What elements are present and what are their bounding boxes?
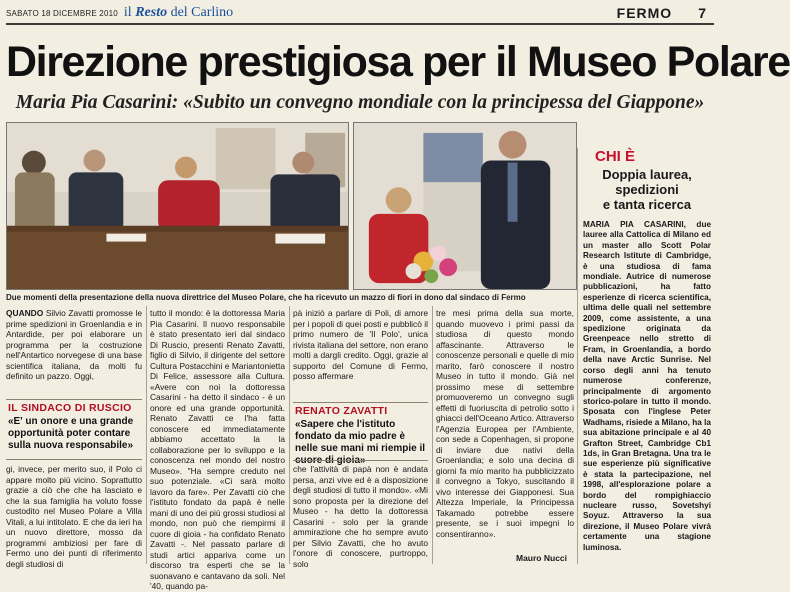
column-2-text: tutto il mondo: è la dottoressa Maria Pia Casarini. Il nuovo responsabile è stato presentato ieri dal sindaco Di Ruscio, presenti Renato Zavatti, figlio di Silvio, il dirigente del settore Cultura Postacchini e Mariantonietta Di Felice, assessore alla Cultura. «Avere con noi la dottoressa Casarini - ha detto il sindaco - è un onore ed una grande opportunità. Renato Zavatti ce l'ha fatta conoscere ed immediatamente abbiamo accettato la la collaborazione per lo sviluppo e la conoscenza nel mondo del nostro Museo». "Ha sempre creduto nel suo potenziale. «Ci sarà molto lavoro da fare». Per Zavatti ciò che l'istituto fondato da papà è nelle mani di uno dei più grossi studiosi al mondo, non può che riempirmi il cuore di gioia - ha confidato Renato Zavatti -. Nel passato parlare di studi artici appariva come un discorso tra esperti che se la suonavano e cantavano da soli. Nel '40, quando pa-	[150, 308, 285, 591]
subheading-mayor: IL SINDACO DI RUSCIO	[8, 402, 132, 414]
photo-flowers	[353, 122, 577, 290]
pull-quote-mayor: «E' un onore e una grande opportunità poter contare sulla nuova responsabile»	[8, 416, 134, 451]
lead-word: QUANDO	[6, 308, 44, 318]
sidebar-tag: CHI È	[595, 148, 636, 165]
column-divider	[289, 306, 290, 564]
newspaper-logo	[124, 5, 233, 21]
logo-prefix: il	[123, 5, 132, 20]
page-number: 7	[698, 5, 706, 21]
column-3-paragraph-2: che l'attività di papà non è andata persa, anzi vive ed è a disposizione degli studiosi di tutto il mondo». «Mi sono proposta per la direzione del Museo - ha detto la dottoressa Casarini - solo per la grande ammirazione che ho sempre avuto per Silvio Zavatti, che ho avuto l'onore di conoscere, purtroppo, solo	[293, 464, 428, 569]
column-4-text: tre mesi prima della sua morte, quando muovevo i primi passi da studiosa di questo mondo affascinante. Attraverso le conoscenze personali e quelle di mio marito, farò conoscere il nostro Museo in tutto il mondo. Già nel prossimo mese di settembre promuoveremo un convegno sugli effetti di fuoriuscita di petrolio sotto i ghiacci dell'Oceano Artico. Attraverso l'Agenzia Europea per l'Ambiente, con sede a Copenhagen, si propone di inviare due nativi della Groenlandia; e solo una decina di giorni fa mio marito ha pubblicizzato il convegno a Tokyo, suscitando il vivo interesse dei Giapponesi. Sua Altezza Imperiale, la Principessa Takamado potrebbe essere presente, se i suoi impegni lo consentiranno».	[436, 308, 574, 539]
column-divider	[577, 148, 578, 564]
rule	[293, 460, 428, 461]
logo-name: Resto	[135, 5, 168, 20]
column-divider	[432, 306, 433, 564]
rule	[293, 402, 428, 403]
profile-sidebar	[580, 148, 714, 568]
masthead	[6, 3, 714, 25]
issue-date: SABATO 18 DICEMBRE 2010	[6, 8, 118, 18]
subheading-zavatti: RENATO ZAVATTI	[295, 405, 388, 417]
sidebar-title-line: e tanta ricerca	[602, 197, 692, 212]
article-column-2	[150, 308, 285, 592]
photo-meeting-table	[6, 122, 349, 290]
rule	[6, 459, 142, 460]
article-column-3	[293, 308, 428, 382]
sidebar-title-line: Doppia laurea,	[602, 167, 692, 182]
column-1-opening	[6, 308, 142, 382]
subheadline: Maria Pia Casarini: «Subito un convegno mondiale con la principessa del Giappone»	[15, 92, 705, 113]
article-column-3-continued	[293, 464, 428, 569]
article-column-1-continued	[6, 464, 142, 569]
sidebar-body: MARIA PIA CASARINI, due lauree alla Cattolica di Milano ed un master allo Scott Polar Research Istitute di Cambridge, è una studiosa di fama mondiale. Autrice di numerose pubblicazioni, ha fatto esperienze di ricerca scientifica, ultima delle quali nel settembre 2009, come assistente, a una spedizione originata da Greenpeace nello stretto di Fram, in Groenlandia, a bordo della nave Arctic Sunrise. Nel corso degli anni ha tenuto numerose conferenze, principalmente di argomento storico-polare in tutto il mondo. Sposata con l'inglese Peter Wadhams, risiede a Milano, ha la sua abitazione principale e al 40 Grafton Street, Cambridge Cb1 1ds, in Gran Bretagna. Una tra le sue esperienze più significative è stata la partecipazione, nel 1998, all'esplorazione polare a bordo del rompighiaccio nucleare russo, Sovetshyi Soyuz. Attraverso la sua direzione, il Museo Polare vivrà certamente una stagione luminosa.	[583, 220, 711, 552]
author-signature: Mauro Nucci	[516, 553, 568, 563]
column-divider	[146, 306, 147, 564]
sidebar-title	[580, 167, 714, 212]
photo-caption: Due momenti della presentazione della nuova direttrice del Museo Polare, che ha ricevuto un mazzo di fiori in dono dal sindaco di Fermo	[6, 293, 526, 302]
article-column-4	[436, 308, 574, 539]
section-name: FERMO	[616, 5, 673, 21]
column-1-paragraph-1: Silvio Zavatti promosse le prime spedizioni in Groenlandia e in Antardide, per poi elaborare un programma per la costruzione nell'Antartico norvegese di una base scientifica italiana, da molti fu definito un pazzo. Oggi,	[6, 308, 142, 381]
pull-quote-zavatti: «Sapere che l'istituto fondato da mio padre è nelle sue mani mi riempie il	[295, 419, 426, 454]
rule	[6, 399, 142, 400]
sidebar-title-line: spedizioni	[615, 182, 679, 197]
column-3-paragraph-1: pà iniziò a parlare di Poli, di amore per i popoli di quei posti e pubblicò il primo numero de 'Il Polo', unica rivista italiana del settore, non erano molti a dargli credito. Oggi, grazie al supporto del Comune di Fermo, posso affermare	[293, 308, 428, 381]
logo-suffix: del Carlino	[170, 5, 234, 20]
headline: Direzione prestigiosa per il Museo Polare	[6, 38, 790, 86]
column-1-paragraph-2: gi, invece, per merito suo, il Polo ci appare molto più vicino. Soprattutto grazie a ciò che che ha lasciato e che la sua famiglia ha voluto fosse custodito nel Museo Polare a Villa Vitali, a lui intitolato. E che da ieri ha un nuovo direttore, mosso da programmi ambiziosi per fare di Fermo uno dei punti di riferimento degli studiosi di	[6, 464, 142, 569]
article-column-1	[6, 308, 142, 382]
